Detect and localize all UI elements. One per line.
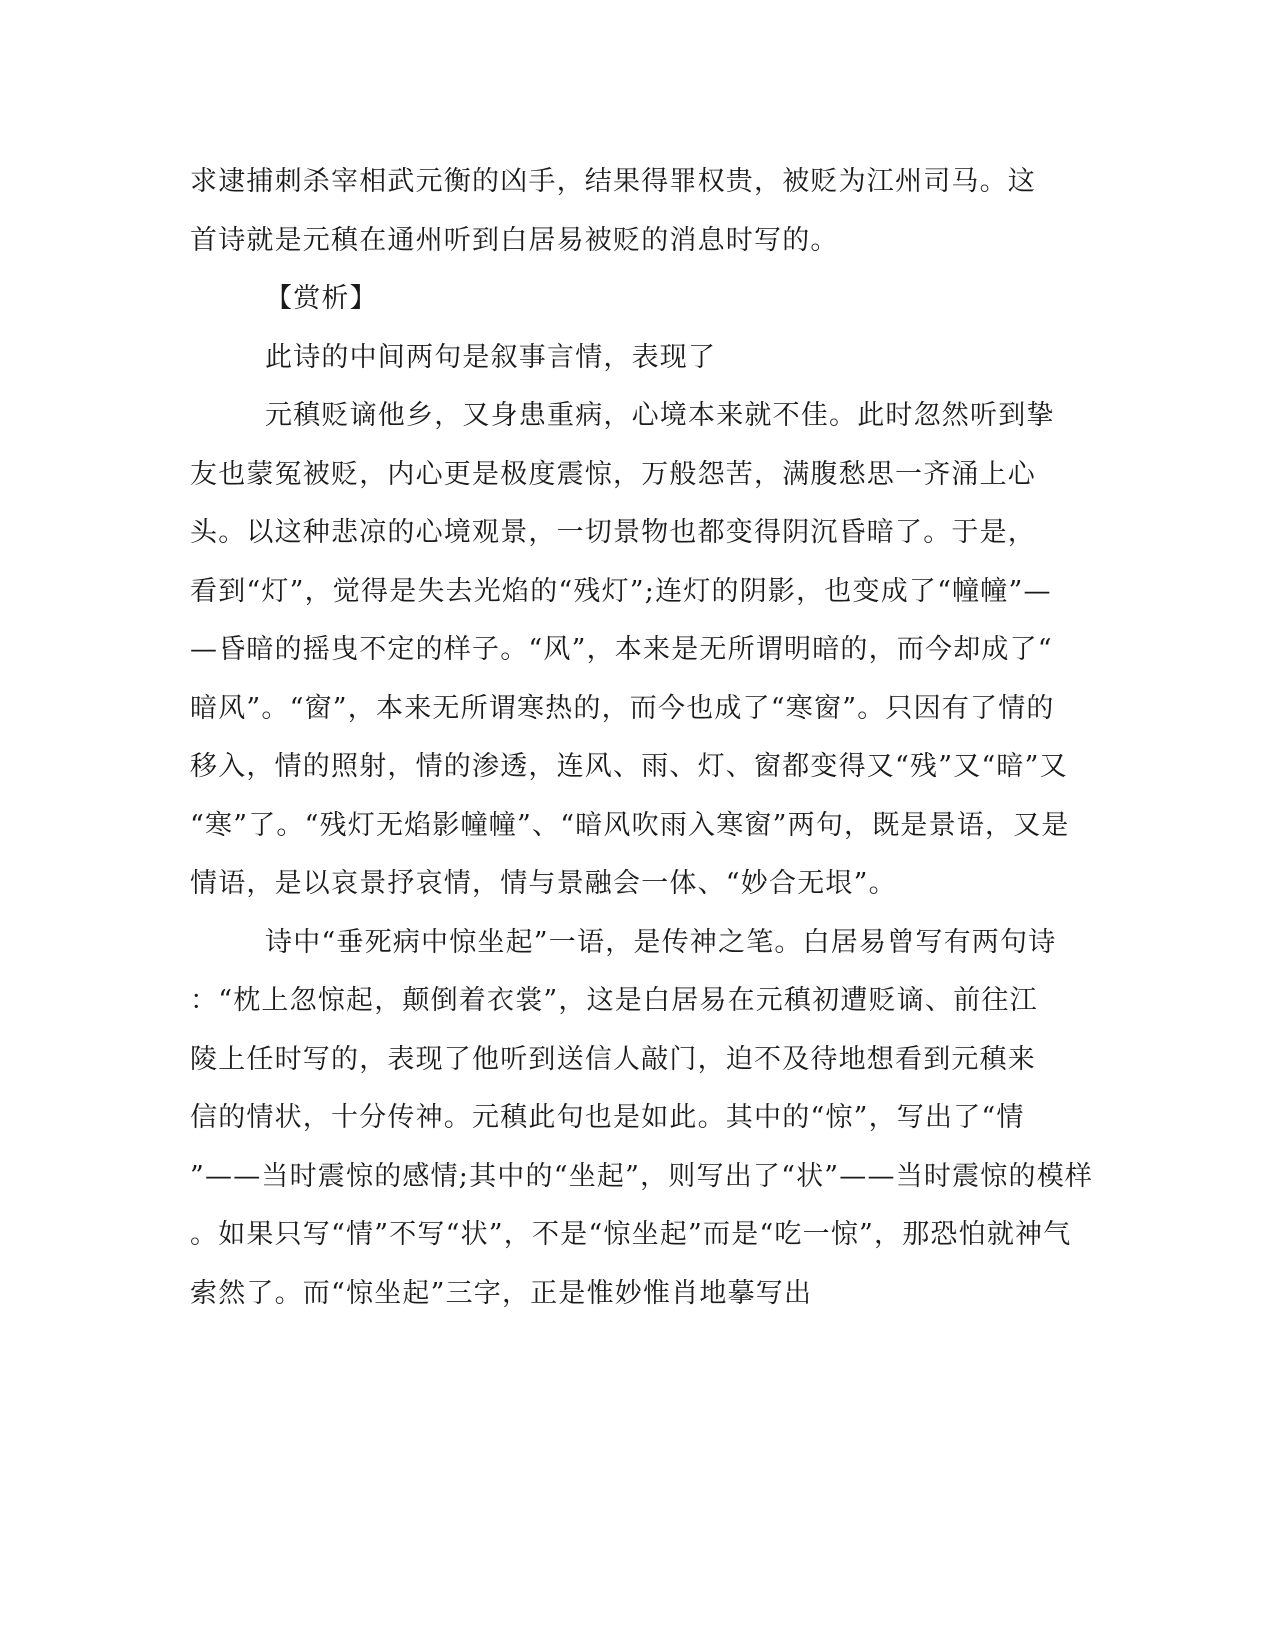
text-line: ：“枕上忽惊起，颠倒着衣裳”，这是白居易在元稹初遭贬谪、前往江 — [190, 985, 1038, 1016]
text-line: 陵上任时写的，表现了他听到送信人敲门，迫不及待地想看到元稹来 — [190, 1044, 1036, 1075]
text-line: 首诗就是元稹在通州听到白居易被贬的消息时写的。 — [190, 225, 839, 256]
text-line: 暗风”。“窗”，本来无所谓寒热的，而今也成了“寒窗”。只因有了情的 — [190, 693, 1055, 724]
text-line: 友也蒙冤被贬，内心更是极度震惊，万般怨苦，满腹愁思一齐涌上心 — [190, 459, 1036, 490]
text-line: ”——当时震惊的感情;其中的“坐起”，则写出了“状”——当时震惊的模样 — [190, 1161, 1094, 1192]
text-line: 元稹贬谪他乡，又身患重病，心境本来就不佳。此时忽然听到挚 — [265, 400, 1055, 431]
text-line: 移入，情的照射，情的渗透，连风、雨、灯、窗都变得又“残”又“暗”又 — [190, 751, 1068, 782]
section-heading: 【赏析】 — [265, 283, 378, 314]
text-line: “寒”了。“残灯无焰影幢幢”、“暗风吹雨入寒窗”两句，既是景语，又是 — [190, 810, 1070, 841]
text-line: 此诗的中间两句是叙事言情，表现了 — [265, 342, 717, 373]
text-line: 信的情状，十分传神。元稹此句也是如此。其中的“惊”，写出了“情 — [190, 1102, 1025, 1133]
text-line: 头。以这种悲凉的心境观景，一切景物也都变得阴沉昏暗了。于是， — [190, 517, 1036, 548]
text-line: —昏暗的摇曳不定的样子。“风”，本来是无所谓明暗的，而今却成了“ — [190, 634, 1053, 665]
text-line: 诗中“垂死病中惊坐起”一语，是传神之笔。白居易曾写有两句诗 — [265, 927, 1057, 958]
text-line: 看到“灯”，觉得是失去光焰的“残灯”;连灯的阴影，也变成了“幢幢”— — [190, 576, 1052, 607]
text-line: 。如果只写“情”不写“状”，不是“惊坐起”而是“吃一惊”，那恐怕就神气 — [190, 1219, 1072, 1250]
text-line: 索然了。而“惊坐起”三字，正是惟妙惟肖地摹写出 — [190, 1278, 813, 1309]
text-line: 情语，是以哀景抒哀情，情与景融会一体、“妙合无垠”。 — [190, 868, 897, 899]
text-line: 求逮捕刺杀宰相武元衡的凶手，结果得罪权贵，被贬为江州司马。这 — [190, 166, 1036, 197]
